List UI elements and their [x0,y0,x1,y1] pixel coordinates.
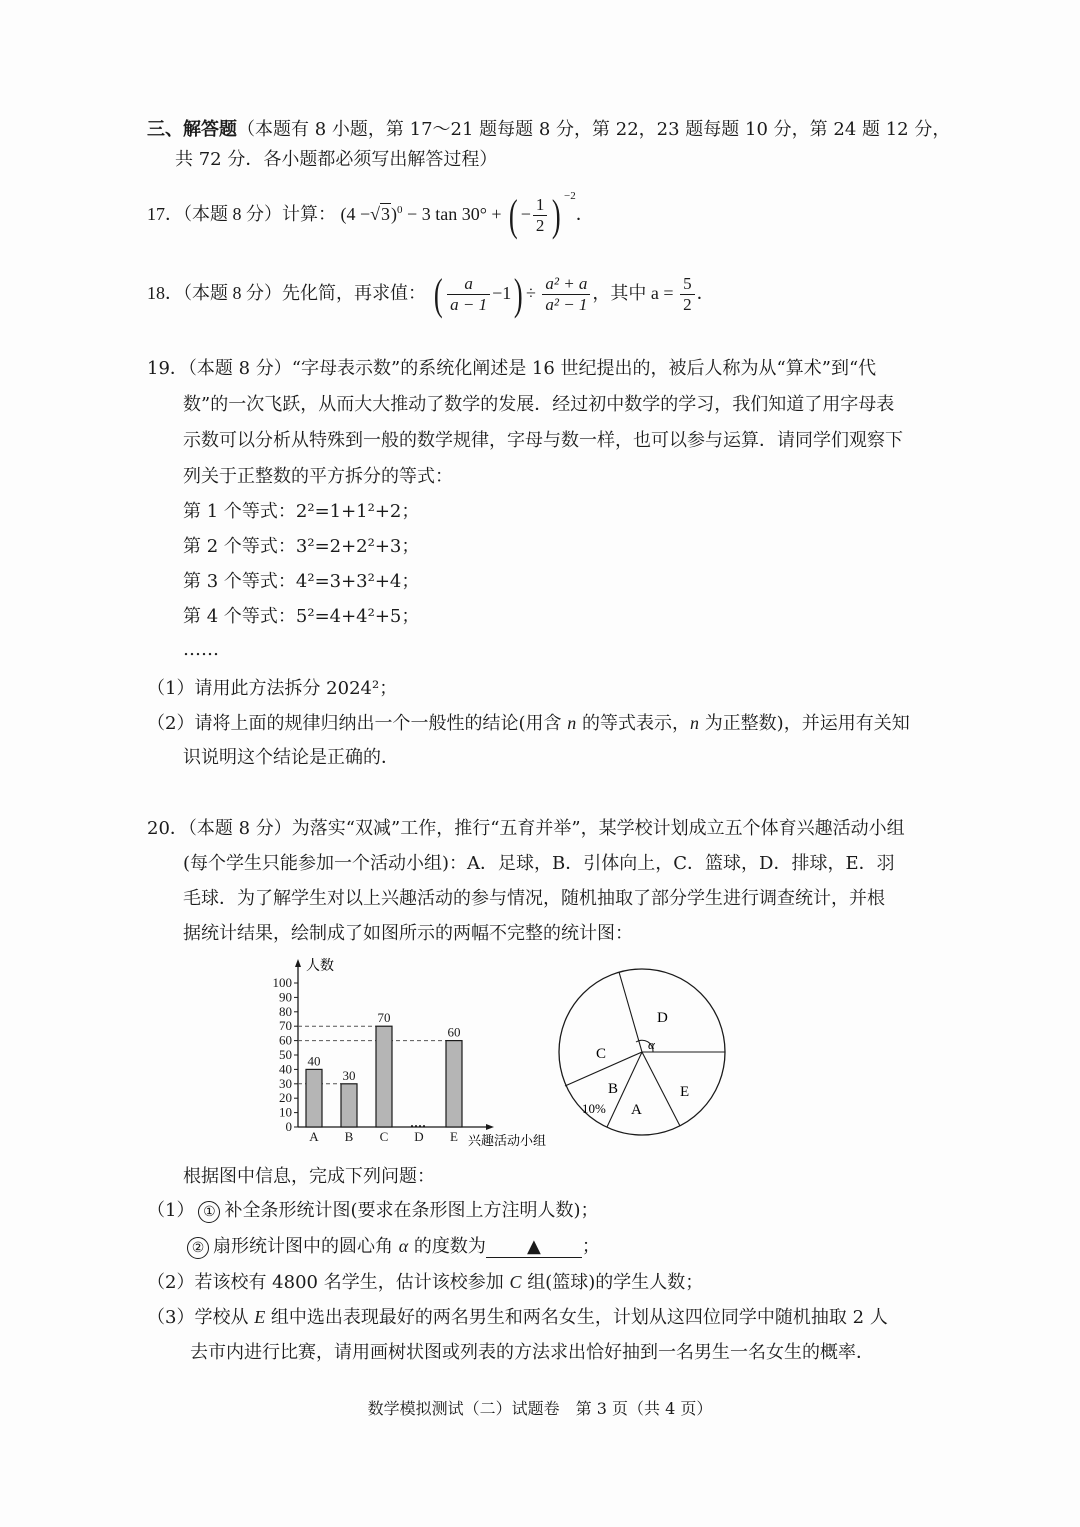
y-ticks [273,975,299,1134]
q18-f2-num: a² + a [542,274,590,295]
divider-e-a [642,1052,680,1126]
q18-where: ，其中 a = [592,283,674,303]
q17-frac-sign: − [520,204,531,224]
paren-open: ( [508,190,518,240]
pie-label-a: A [631,1102,642,1118]
q20-intro: 根据图中信息，完成下列问题： [183,1166,435,1187]
paren-close: ) [514,269,524,319]
q20-line4: 据统计结果，绘制成了如图所示的两幅不完整的统计图： [183,923,633,944]
q17-fraction [533,195,548,236]
var-n: n [567,713,577,733]
divider-c-d [619,972,642,1052]
q19-part2-a: （2）请将上面的规律归纳出一个一般性的结论(用含 [147,713,562,734]
q18-f1-num: a [447,274,490,295]
q19-line4: 列关于正整数的平方拆分的等式： [183,466,453,487]
q20-part1-1 [147,1199,599,1223]
category-label: B [344,1129,354,1144]
q18-number: 18． [147,283,183,303]
q20-p1-2c: ； [581,1236,600,1257]
q20-p2-a: （2）若该校有 4800 名学生，估计该校参加 [147,1272,504,1293]
var-e: E [254,1307,266,1327]
q20-line1 [147,817,905,841]
bar-value-label: 30 [342,1067,356,1083]
q20-part3-line2: 去市内进行比赛，请用画树状图或列表的方法求出恰好抽到一名男生一名女生的概率． [190,1342,874,1363]
pie-label-e: E [680,1084,690,1100]
q18-value [680,274,695,315]
bar-value-label: 40 [307,1053,321,1069]
alpha-symbol: α [398,1236,409,1256]
q17-frac-den: 2 [535,216,545,236]
category-labels [309,1129,458,1144]
q17-number: 17． [147,204,183,224]
q19-eq2: 第 2 个等式：3²=2+2²+3； [183,536,420,557]
q18-val-den: 2 [683,295,692,315]
q18-f1-den: a − 1 [450,295,488,315]
category-label: D [414,1129,424,1144]
q18-points: （本题 8 分）先化简，再求值： [183,283,426,303]
bar-B [341,1084,357,1127]
q19-part2-line2: 识说明这个结论是正确的． [183,747,399,768]
q19-dots: …… [183,639,219,660]
q20-p1-2a: 扇形统计图中的圆心角 [213,1236,393,1257]
q18-fraction-1 [447,274,490,315]
y-tick-label: 90 [279,989,292,1005]
q19-eq1: 第 1 个等式：2²=1+1²+2； [183,501,420,522]
pie-chart [552,962,732,1142]
q18-divide: ÷ [525,283,536,303]
q20-number: 20． [147,818,188,839]
q19-eq4: 第 4 个等式：5²=4+4²+5； [183,606,420,627]
y-tick-label: 10 [279,1104,292,1120]
bars [306,1010,462,1127]
answer-blank[interactable] [486,1237,582,1258]
y-tick-label: 60 [279,1032,292,1048]
q20-part1-2 [183,1234,600,1259]
var-n: n [689,713,699,733]
q20-p1-label: （1） [147,1200,195,1221]
q20-line3: 毛球．为了解学生对以上兴趣活动的参与情况，随机抽取了部分学生进行调查统计，并根 [183,888,885,909]
q17-expr [340,190,594,240]
q17-exp-neg2: −2 [564,190,576,202]
section-instructions-1: （本题有 8 小题，第 17～21 题每题 8 分，第 22，23 题每题 10 分，第 24 题 12 分， [237,119,951,140]
category-label: C [379,1129,389,1144]
q19-part1: （1）请用此方法拆分 2024²； [147,678,398,699]
q18-f2-den: a² − 1 [545,295,588,315]
y-tick-label: 50 [279,1047,292,1062]
q17-exp0: 0 [397,204,403,216]
section-heading: 三、解答题 [147,119,237,140]
x-axis-arrow-icon [486,1124,494,1130]
y-tick-label: 80 [279,1003,292,1019]
q20-p1-2b: 的度数为 [413,1236,486,1257]
sqrt-symbol: √ [370,204,381,224]
page-footer: 数学模拟测试（二）试题卷 第 3 页（共 4 页） [367,1399,713,1418]
bar-A [306,1069,322,1127]
y-tick-label: 0 [285,1119,292,1134]
bar-C [376,1026,392,1127]
category-label: A [309,1129,319,1144]
bar-value-label: 60 [447,1024,461,1040]
y-tick-label: 100 [272,975,292,990]
q19-part2 [147,711,910,736]
q19-line1-text: （本题 8 分）“字母表示数”的系统化阐述是 16 世纪提出的，被后人称为从“算术”到“代 [187,358,877,379]
y-tick-label: 40 [279,1061,292,1077]
section-instructions-2: 共 72 分．各小题都必须写出解答过程） [175,149,498,170]
y-tick-label: 70 [279,1018,292,1034]
q19-part2-b: 的等式表示， [581,713,690,734]
q18-minus-one: −1 [492,283,512,303]
q18-val-num: 5 [680,274,695,295]
q17-points: （本题 8 分）计算： [183,204,336,224]
sqrt-3 [370,189,391,239]
q19-line2: 数”的一次飞跃，从而大大推动了数学的发展．经过初中数学的学习，我们知道了用字母表 [183,394,895,415]
q20-p1-1-text: 补全条形统计图(要求在条形图上方注明人数)； [224,1200,599,1221]
q18-period: ． [696,283,715,303]
var-c: C [509,1272,522,1292]
circled-2: ② [187,1237,209,1259]
q19-line3: 示数可以分析从特殊到一般的数学规律，字母与数一样，也可以参与运算．请同学们观察下 [183,430,903,451]
y-tick-label: 20 [279,1090,292,1106]
q17-frac-num: 1 [533,195,548,216]
y-tick-label: 30 [279,1075,292,1091]
pie-alpha: α [648,1037,655,1052]
q17-expr-open: (4 − [340,204,371,224]
y-axis-label: 人数 [306,959,334,974]
pie-label-b: B [608,1081,619,1097]
triangle-icon: ▲ [527,1236,541,1257]
question-17 [147,189,594,239]
q18-fraction-2 [542,274,590,315]
section-heading-line [147,118,950,142]
q20-part2 [147,1270,703,1295]
bar-value-label: 70 [377,1010,391,1026]
sqrt-radicand: 3 [381,204,391,224]
q17-tan-part: − 3 tan 30° + [402,204,502,224]
q20-p3-a: （3）学校从 [147,1307,249,1328]
q20-line1-text: （本题 8 分）为落实“双减”工作，推行“五育并举”，某学校计划成立五个体育兴趣活动小组 [187,818,905,839]
q19-number: 19． [147,358,188,379]
pie-pct-b: 10% [582,1101,606,1116]
q17-period: ． [575,204,594,224]
pie-label-c: C [596,1046,607,1062]
question-18 [147,268,715,318]
q20-line2: (每个学生只能参加一个活动小组)：A．足球，B．引体向上，C．篮球，D．排球，E．羽 [183,853,895,874]
bar-chart [260,955,560,1155]
pie-label-d: D [657,1010,668,1026]
bar-chart-axes [295,959,494,1130]
y-axis-arrow-icon [295,959,301,967]
q19-part2-c: 为正整数)，并运用有关知 [704,713,910,734]
q20-p2-b: 组(篮球)的学生人数； [527,1272,704,1293]
q19-line1 [147,357,876,381]
paren-open: ( [433,269,443,319]
q17-expr-close: ) [391,204,398,224]
paren-close: ) [552,190,562,240]
x-axis-label: 兴趣活动小组 [468,1133,547,1148]
circled-1: ① [198,1201,220,1223]
q20-p3-b: 组中选出表现最好的两名男生和两名女生，计划从这四位同学中随机抽取 2 人 [270,1307,888,1328]
category-label: E [450,1129,458,1144]
q20-part3 [147,1305,888,1330]
q19-eq3: 第 3 个等式：4²=3+3²+4； [183,571,420,592]
bar-E [446,1041,462,1127]
